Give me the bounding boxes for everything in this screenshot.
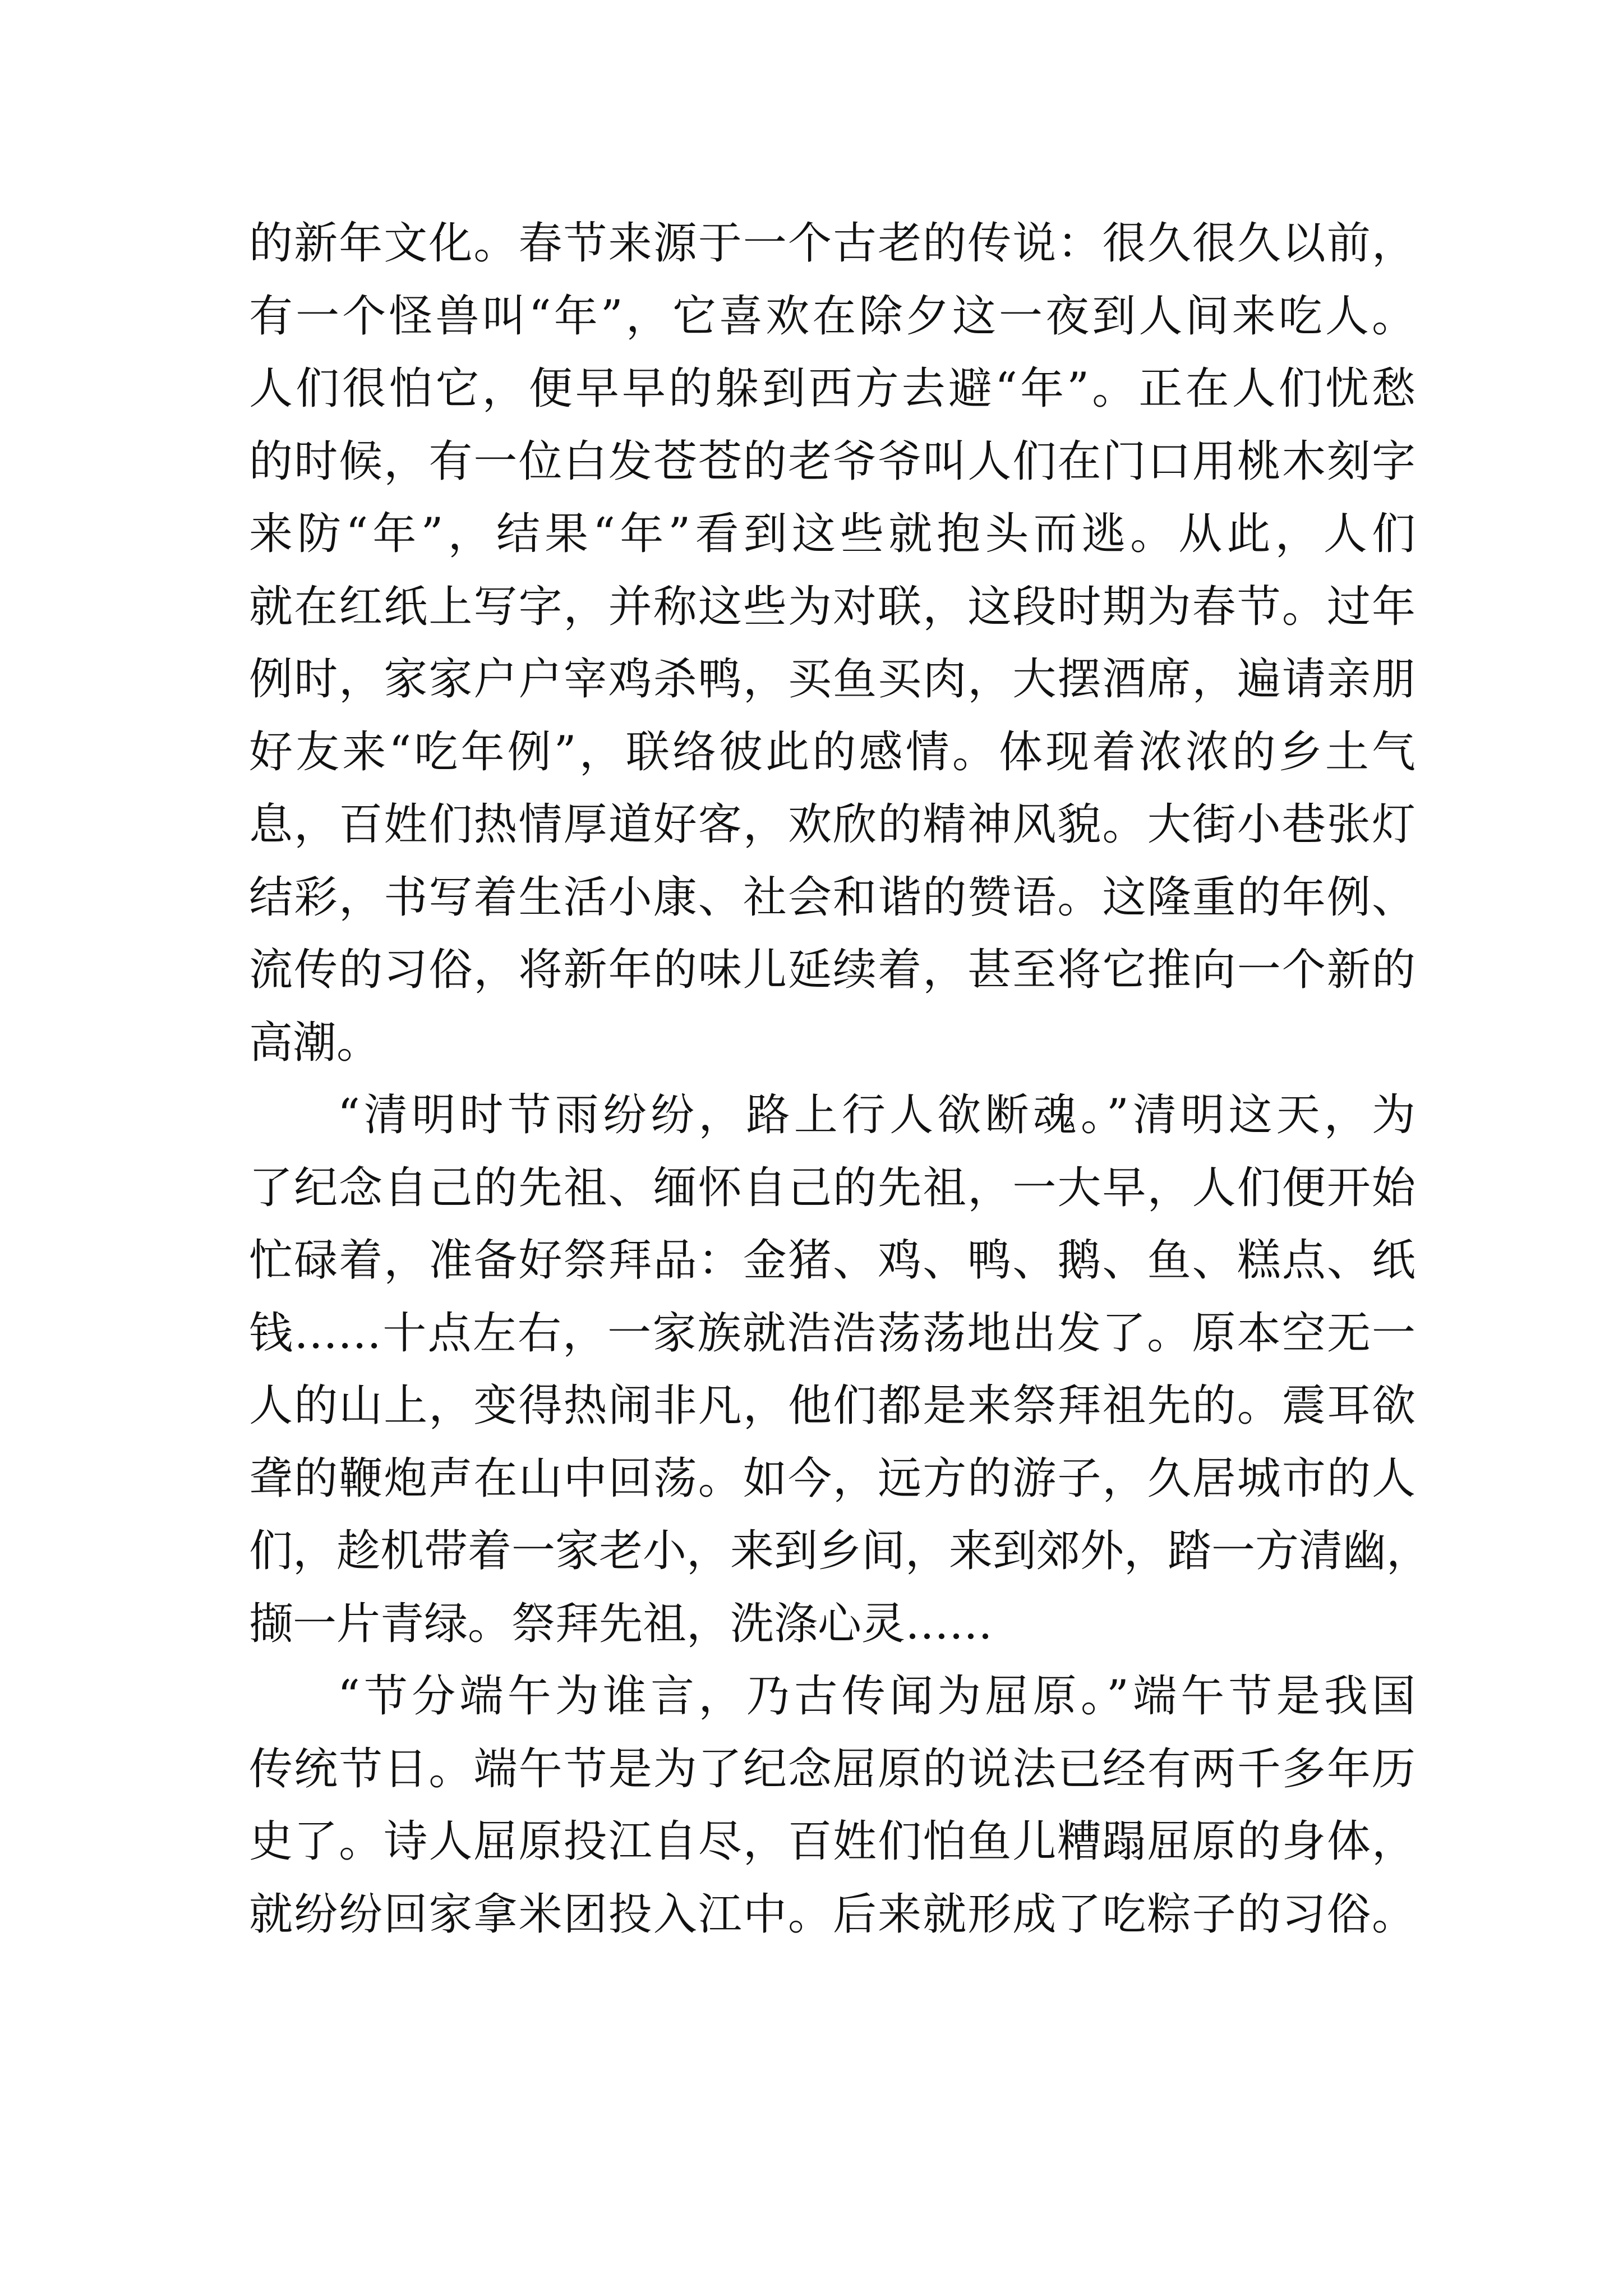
text-line: 了纪念自己的先祖、缅怀自己的先祖，一大早，人们便开始 <box>249 1162 1415 1213</box>
text-line: 例时，家家户户宰鸡杀鸭，买鱼买肉，大摆酒席，遍请亲朋 <box>249 654 1415 705</box>
text-line: 撷一片青绿。祭拜先祖，洗涤心灵…… <box>249 1598 993 1649</box>
text-line: 人们很怕它，便早早的躲到西方去避“年”。正在人们忧愁 <box>249 364 1415 414</box>
body-text <box>249 208 1431 1951</box>
text-line: “节分端午为谁言，乃古传闻为屈原。”端午节是我国 <box>338 1671 1415 1722</box>
text-line: 史了。诗人屈原投江自尽，百姓们怕鱼儿糟蹋屈原的身体， <box>249 1816 1415 1867</box>
text-line: 就在红纸上写字，并称这些为对联，这段时期为春节。过年 <box>249 581 1415 632</box>
text-line: 的时候，有一位白发苍苍的老爷爷叫人们在门口用桃木刻字 <box>249 436 1415 487</box>
text-line: 有一个怪兽叫“年”，它喜欢在除夕这一夜到人间来吃人。 <box>249 291 1415 342</box>
text-line: 人的山上，变得热闹非凡，他们都是来祭拜祖先的。震耳欲 <box>249 1381 1415 1431</box>
text-line: 来防“年”，结果“年”看到这些就抱头而逃。从此，人们 <box>249 509 1415 559</box>
text-line: 息，百姓们热情厚道好客，欢欣的精神风貌。大街小巷张灯 <box>249 799 1415 850</box>
text-line: 忙碌着，准备好祭拜品：金猪、鸡、鸭、鹅、鱼、糕点、纸 <box>249 1235 1415 1286</box>
paragraph-spring-festival <box>249 208 1415 1079</box>
text-line: 就纷纷回家拿米团投入江中。后来就形成了吃粽子的习俗。 <box>249 1889 1415 1940</box>
text-line: 流传的习俗，将新年的味儿延续着，甚至将它推向一个新的 <box>249 945 1415 995</box>
text-line: 好友来“吃年例”，联络彼此的感情。体现着浓浓的乡土气 <box>249 726 1415 777</box>
text-line: 的新年文化。春节来源于一个古老的传说：很久很久以前， <box>249 218 1415 269</box>
text-line: 传统节日。端午节是为了纪念屈原的说法已经有两千多年历 <box>249 1743 1415 1795</box>
text-line: “清明时节雨纷纷，路上行人欲断魂。”清明这天，为 <box>338 1090 1415 1140</box>
text-line: 高潮。 <box>249 1017 381 1068</box>
text-line: 们，趁机带着一家老小，来到乡间，来到郊外，踏一方清幽， <box>249 1526 1431 1576</box>
paragraph-qingming <box>249 1079 1431 1660</box>
paragraph-dragon-boat <box>249 1660 1415 1951</box>
text-line: 结彩，书写着生活小康、社会和谐的赞语。这隆重的年例、 <box>249 872 1415 923</box>
text-line: 聋的鞭炮声在山中回荡。如今，远方的游子，久居城市的人 <box>249 1453 1415 1504</box>
text-line: 钱……十点左右，一家族就浩浩荡荡地出发了。原本空无一 <box>249 1308 1415 1359</box>
